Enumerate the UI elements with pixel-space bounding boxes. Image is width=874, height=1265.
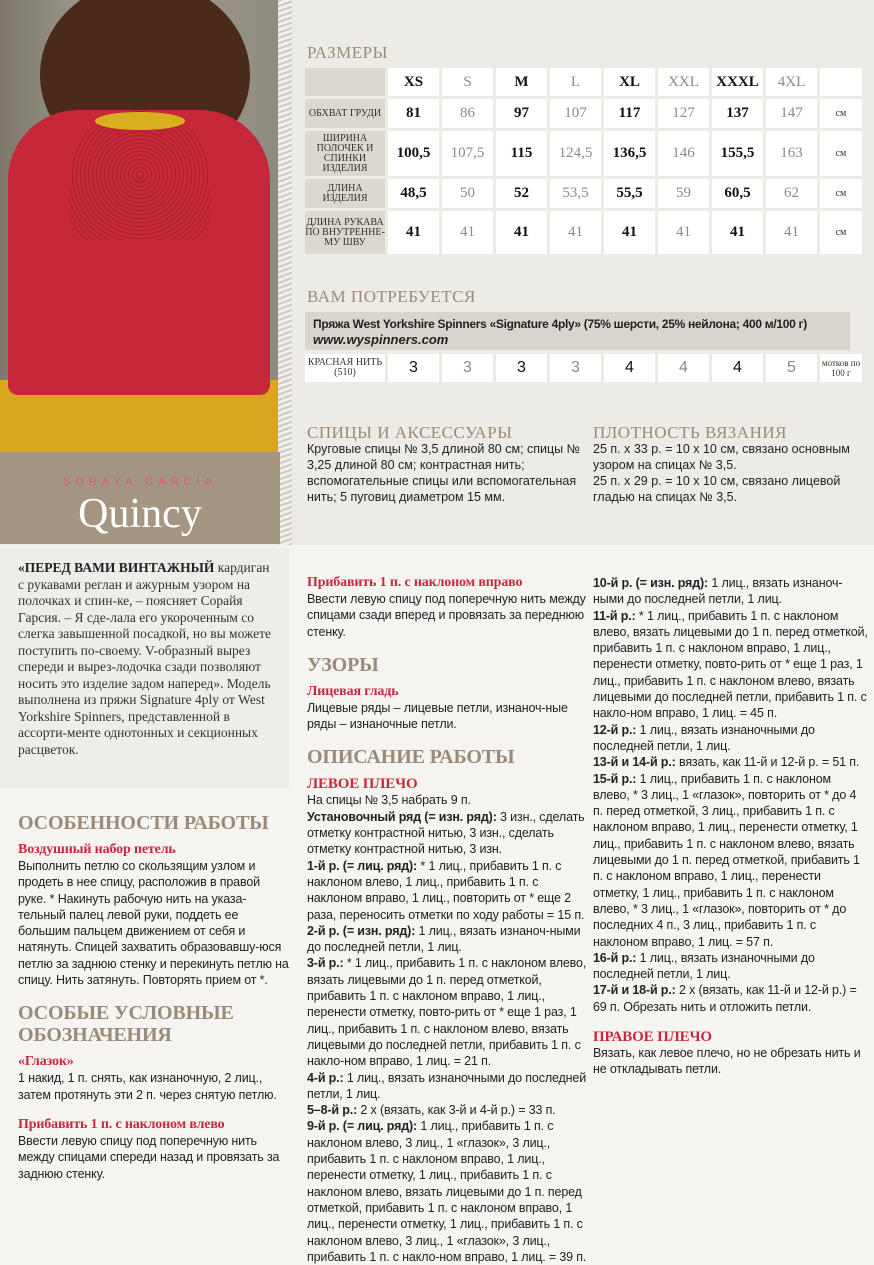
size-value: 62 — [766, 179, 817, 208]
sizes-table — [305, 68, 850, 254]
step-label: Установочный ряд (= изн. ряд): — [307, 809, 497, 824]
description-heading: ОПИСАНИЕ РАБОТЫ — [307, 746, 515, 769]
step-paragraph — [307, 1118, 587, 1265]
density-line: 25 п. х 29 р. = 10 х 10 см, связано лицевой гладью на спицах № 3,5. — [593, 474, 841, 504]
features-subheading: Воздушный набор петель — [18, 842, 176, 857]
size-value: 60,5 — [712, 179, 763, 208]
size-header: XL — [604, 68, 655, 96]
steps-list — [307, 792, 587, 1265]
row-label: ДЛИНА РУКАВА ПО ВНУТРЕННЕ-МУ ШВУ — [305, 211, 385, 254]
step-text: 3 изн., сделать отметку контрастной нитью, 3 изн., сделать отметку контрастной нитью, 3 изн. — [307, 809, 585, 857]
step-label: 15-й р.: — [593, 771, 637, 786]
needles-text: Круговые спицы № 3,5 длиной 80 см; спицы № 3,25 длиной 80 см; контрастная нить; вспомогательные спицы или вспомогательная нить; 5 пуговиц диаметром 15 мм. — [307, 442, 581, 504]
symbol-text: Ввести левую спицу под поперечную нить между спицами сзади вперед и провязать за переднюю стенку. — [307, 592, 586, 639]
pattern-title: Quincy — [78, 491, 202, 537]
size-value: 50 — [442, 179, 493, 208]
skein-count: 5 — [766, 354, 817, 382]
size-value: 52 — [496, 179, 547, 208]
step-text: 1 лиц., вязать изнаноч-ными до последней петли, 1 лиц. — [307, 923, 581, 955]
size-value: 107 — [550, 99, 601, 128]
size-value: 41 — [550, 211, 601, 254]
step-label: 10-й р. (= изн. ряд): — [593, 576, 709, 590]
size-value: 55,5 — [604, 179, 655, 208]
density-line: 25 п. х 33 р. = 10 х 10 см, связано основным узором на спицах № 3,5. — [593, 442, 850, 472]
size-header: L — [550, 68, 601, 96]
step-paragraph — [593, 754, 869, 770]
size-value: 41 — [658, 211, 709, 254]
step-text: 1 лиц., прибавить 1 п. с наклоном влево, * 3 лиц., 1 «глазок», повторить от * до 4 п. перед отметкой, 3 лиц., прибавить 1 п. с наклоном вправо, 1 лиц., перенести отметку, 1 лиц., прибавить 1 п. с наклоном влево, вязать лицевыми до 1 п. перед отметкой, прибавить 1 п. с наклоном вправо, 1 лиц., перенести отметку, 1 лиц., прибавить 1 п. с наклоном влево, * 3 лиц., 1 «глазок», повторить от * до последних 4 п., 3 лиц., прибавить 1 п. с наклоном вправо, 1 лиц. = 57 п. — [593, 771, 860, 949]
size-header: 4XL — [766, 68, 817, 96]
step-text: 2 х (вязать, как 11-й и 12-й р.) = 69 п. Обрезать нить и отложить петли. — [593, 983, 857, 1014]
symbol-text: 1 накид, 1 п. снять, как изнаночную, 2 лиц., затем протянуть эти 2 п. через снятую петлю. — [18, 1071, 277, 1102]
skein-unit: мотков по 100 г — [820, 354, 862, 382]
skein-count: 3 — [388, 354, 439, 382]
step-label: 2-й р. (= изн. ряд): — [307, 923, 416, 938]
size-value: 97 — [496, 99, 547, 128]
step-text: На спицы № 3,5 набрать 9 п. — [307, 793, 471, 808]
step-text: * 1 лиц., прибавить 1 п. с наклоном влево, 1 лиц., прибавить 1 п. с наклоном вправо, 1 лиц., повторить от * еще 2 раза, переносить отметки по ходу работы = 15 п. — [307, 858, 585, 922]
step-text: 1 лиц., вязать изнаночными до последней петли, 1 лиц. — [307, 1070, 587, 1101]
size-value: 41 — [766, 211, 817, 254]
size-value: 41 — [712, 211, 763, 254]
skein-count: 3 — [496, 354, 547, 382]
unit-header — [820, 68, 862, 96]
size-value: 41 — [496, 211, 547, 254]
size-value: 41 — [388, 211, 439, 254]
step-paragraph — [307, 1102, 587, 1118]
row-label: ОБХВАТ ГРУДИ — [305, 99, 385, 128]
yarn-color-label: КРАСНАЯ НИТЬ (510) — [305, 354, 385, 382]
size-value: 117 — [604, 99, 655, 128]
step-paragraph — [593, 950, 869, 983]
intro-text — [0, 548, 290, 788]
needles-heading: СПИЦЫ И АКСЕССУАРЫ — [307, 423, 513, 442]
size-value: 136,5 — [604, 131, 655, 176]
step-paragraph — [307, 858, 587, 923]
column-middle — [307, 575, 587, 1265]
size-value: 147 — [766, 99, 817, 128]
step-paragraph — [593, 982, 869, 1015]
symbol-text: Ввести левую спицу под поперечную нить между спицами спереди назад и провязать за заднюю стенку. — [18, 1133, 280, 1181]
skein-count: 3 — [550, 354, 601, 382]
step-label: 9-й р. (= лиц. ряд): — [307, 1119, 418, 1134]
size-value: 146 — [658, 131, 709, 176]
size-value: 100,5 — [388, 131, 439, 176]
density-text — [593, 441, 873, 505]
step-label: 12-й р.: — [593, 722, 637, 737]
size-value: 41 — [604, 211, 655, 254]
step-paragraph — [307, 1070, 587, 1103]
skein-count: 3 — [442, 354, 493, 382]
size-header: XXL — [658, 68, 709, 96]
step-label: 17-й и 18-й р.: — [593, 983, 676, 998]
table-corner — [305, 68, 385, 96]
unit-label: см — [820, 131, 862, 176]
step-paragraph — [593, 608, 869, 722]
right-shoulder-heading: ПРАВОЕ ПЛЕЧО — [593, 1029, 712, 1046]
size-value: 41 — [442, 211, 493, 254]
step-text: 1 лиц., прибавить 1 п. с наклоном влево, 3 лиц., 1 «глазок», 3 лиц., прибавить 1 п. с наклоном вправо, 1 лиц., перенести отметку, 1 лиц., прибавить 1 п. с наклоном влево, вязать лицевыми до 1 п. перед отметкой, прибавить 1 п. с наклоном вправо, 1 лиц., перенести отметку, 1 лиц., прибавить 1 п. с наклоном влево, 3 лиц., 1 «глазок», 3 лиц., прибавить 1 п. с накло-ном вправо, 1 лиц. = 39 п. — [307, 1119, 587, 1264]
step-label: 5–8-й р.: — [307, 1103, 358, 1118]
step-label: 11-й р.: — [593, 608, 636, 623]
right-shoulder-text: Вязать, как левое плечо, но не обрезать нить и не откладывать петли. — [593, 1046, 861, 1077]
yarn-url: www.wyspinners.com — [313, 332, 449, 347]
step-text: вязать, как 11-й и 12-й р. = 51 п. — [675, 755, 860, 770]
intro-lead: «ПЕРЕД ВАМИ ВИНТАЖНЫЙ — [18, 560, 215, 575]
size-value: 107,5 — [442, 131, 493, 176]
features-text: Выполнить петлю со скользящим узлом и продеть в нее спицу, расположив в правой руке. * Накинуть рабочую нить на указа-тельный палец левой руки, поддеть ее большим пальцем движением от себя и натянуть. Спицей захватить образовавшу-юся петлю за заднюю стенку и перекинуть петлю на спицу. Нить затянуть. Повторять прием от *. — [18, 859, 289, 988]
step-paragraph — [307, 792, 587, 808]
step-text: 1 лиц., вязать изнаночными до последней петли, 1 лиц. — [593, 950, 815, 982]
patterns-subheading: Лицевая гладь — [307, 683, 399, 699]
size-value: 115 — [496, 131, 547, 176]
unit-label: см — [820, 179, 862, 208]
size-header: XXXL — [712, 68, 763, 96]
yarn-quantity-row — [305, 354, 861, 382]
row-label: ДЛИНА ИЗДЕЛИЯ — [305, 179, 385, 208]
step-text: * 1 лиц., прибавить 1 п. с наклоном влево, вязать лицевыми до 1 п. перед отметкой, прибавить 1 п. с наклоном вправо, 1 лиц., перенести отметку, повто-рить от * еще 1 раз, 1 лиц., прибавить 1 п. с наклоном влево, вязать лицевыми до последней петли, прибавить 1 п. с накло-ном вправо, 1 лиц. = 45 п. — [593, 608, 868, 721]
yarn-box — [305, 312, 850, 350]
size-value: 137 — [712, 99, 763, 128]
symbols-heading: ОСОБЫЕ УСЛОВНЫЕ ОБОЗНАЧЕНИЯ — [18, 1002, 234, 1047]
step-text: 1 лиц., вязать изнаноч-ными до последней петли, 1 лиц. — [593, 576, 843, 607]
yellow-collar — [95, 112, 185, 130]
step-paragraph — [593, 771, 869, 950]
intro-body: кардиган с рукавами реглан и ажурным узором на полочках и спин-ке, – поясняет Сорайя Гарсия. – Я сде-лала его укороченным со слегка завышенной посадкой, но вы можете поступить по-своему. V-образный вырез спереди и вырез-лодочка сзади позволяют носить это изделие задом наперед». Модель выполнена из пряжи Signature 4ply от West Yorkshire Spinners, представленной в ассорти-менте однотонных и секционных расцветок. — [18, 560, 272, 757]
step-text: 1 лиц., вязать изнаночными до последней петли, 1 лиц. — [593, 722, 815, 753]
size-value: 163 — [766, 131, 817, 176]
symbol-name: «Глазок» — [18, 1054, 74, 1070]
step-label: 16-й р.: — [593, 950, 637, 965]
size-value: 53,5 — [550, 179, 601, 208]
size-value: 127 — [658, 99, 709, 128]
skein-count: 4 — [658, 354, 709, 382]
symbol-name: Прибавить 1 п. с наклоном вправо — [307, 575, 523, 590]
size-header: S — [442, 68, 493, 96]
step-paragraph — [307, 809, 587, 858]
column-left — [18, 812, 290, 1182]
designer-name: SORAYA GARCÍA — [63, 476, 217, 488]
step-label: 13-й и 14-й р.: — [593, 755, 676, 770]
row-label: ШИРИНА ПОЛОЧЕК И СПИНКИ ИЗДЕЛИЯ — [305, 131, 385, 176]
title-banner — [0, 452, 280, 544]
materials-heading: ВАМ ПОТРЕБУЕТСЯ — [307, 287, 476, 306]
unit-label: см — [820, 99, 862, 128]
yarn-name: Пряжа West Yorkshire Spinners «Signature 4ply» (75% шерсти, 25% нейлона; 400 м/100 г) — [313, 317, 807, 331]
step-paragraph — [593, 722, 869, 755]
size-header: M — [496, 68, 547, 96]
patterns-heading: УЗОРЫ — [307, 653, 379, 676]
model-photo — [0, 0, 280, 452]
size-value: 81 — [388, 99, 439, 128]
skein-count: 4 — [712, 354, 763, 382]
density-heading: ПЛОТНОСТЬ ВЯЗАНИЯ — [593, 423, 787, 442]
size-value: 124,5 — [550, 131, 601, 176]
step-text: 2 х (вязать, как 3-й и 4-й р.) = 33 п. — [357, 1103, 556, 1118]
symbol-name: Прибавить 1 п. с наклоном влево — [18, 1116, 225, 1132]
stitched-edge — [278, 0, 292, 545]
patterns-text: Лицевые ряды – лицевые петли, изнаноч-ные ряды – изнаночные петли. — [307, 700, 568, 732]
column-right — [593, 575, 869, 1078]
step-label: 4-й р.: — [307, 1070, 344, 1085]
features-heading: ОСОБЕННОСТИ РАБОТЫ — [18, 812, 269, 834]
size-value: 155,5 — [712, 131, 763, 176]
step-label: 1-й р. (= лиц. ряд): — [307, 858, 418, 873]
skein-count: 4 — [604, 354, 655, 382]
unit-label: см — [820, 211, 862, 254]
size-header: XS — [388, 68, 439, 96]
step-paragraph — [307, 923, 587, 956]
left-shoulder-heading: ЛЕВОЕ ПЛЕЧО — [307, 776, 418, 793]
steps-list-continued — [593, 575, 869, 1015]
sizes-heading: РАЗМЕРЫ — [307, 43, 388, 62]
size-value: 86 — [442, 99, 493, 128]
step-text: * 1 лиц., прибавить 1 п. с наклоном влево, вязать лицевыми до 1 п. перед отметкой, прибавить 1 п. с наклоном вправо, 1 лиц., перенести отметку, повто-рить от * еще 1 раз, 1 лиц., прибавить 1 п. с наклоном влево, вязать лицевыми до последней петли, прибавить 1 п. с накло-ном вправо, 1 лиц. = 21 п. — [307, 956, 587, 1069]
size-value: 48,5 — [388, 179, 439, 208]
size-value: 59 — [658, 179, 709, 208]
step-label: 3-й р.: — [307, 956, 344, 971]
step-paragraph — [307, 955, 587, 1069]
step-paragraph — [593, 575, 869, 608]
